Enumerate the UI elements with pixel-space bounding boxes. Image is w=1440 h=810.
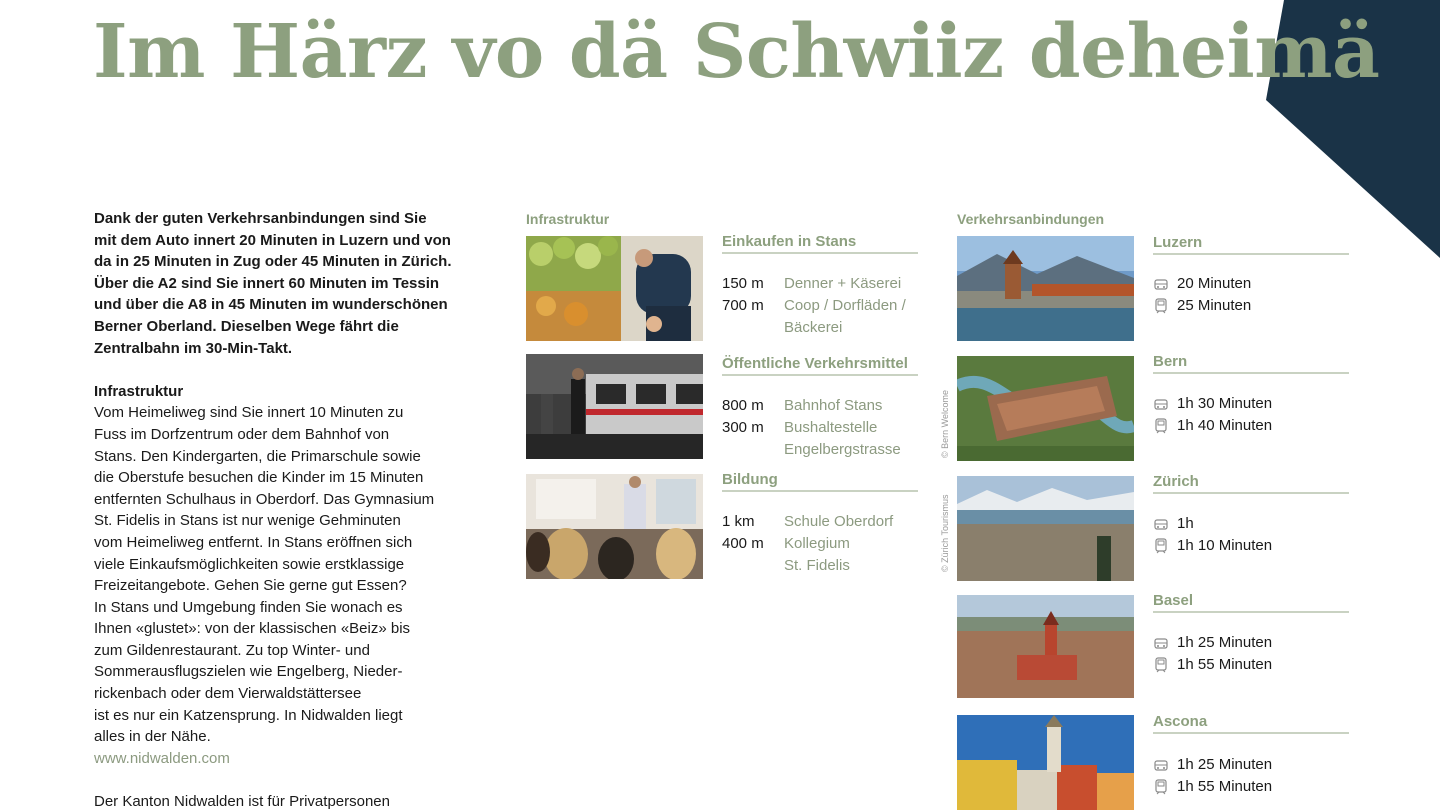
- place-name: Bahnhof Stans: [784, 397, 883, 414]
- canton-text: Der Kanton Nidwalden ist für Privatpersonen: [94, 793, 390, 810]
- car-icon: [1153, 276, 1169, 292]
- car-time-value: 1h 25 Minuten: [1177, 756, 1273, 773]
- train-time-value: 1h 40 Minuten: [1177, 417, 1273, 434]
- destination-heading-ascona: Ascona: [1153, 713, 1349, 734]
- car-icon: [1153, 635, 1169, 651]
- connections-column-label: Verkehrsanbindungen: [957, 211, 1105, 227]
- train-icon: [1153, 538, 1169, 554]
- shopping-row: [722, 273, 922, 295]
- transport-row: [722, 417, 922, 461]
- place-name: Coop / Dorfläden / Bäckerei: [784, 297, 906, 336]
- shopping-photo: [526, 236, 703, 341]
- education-row: [722, 533, 922, 577]
- intro-lead: Dank der guten Verkehrsanbindungen sind Sie mit dem Auto innert 20 Minuten in Luzern und von da in 25 Minuten in Zug oder 45 Minuten in Zürich. Über die A2 sind Sie innert 60 Minuten im Tessin und über die A8 in 45 Minuten im wunderschönen Berner Oberland. Dieselben Wege fährt die Zentralbahn im 30-Min-Takt.: [94, 210, 452, 357]
- transport-heading: Öffentliche Verkehrsmittel: [722, 355, 918, 376]
- car-icon: [1153, 516, 1169, 532]
- car-time-value: 20 Minuten: [1177, 275, 1252, 292]
- infrastructure-heading: Infrastruktur: [94, 382, 184, 400]
- nidwalden-link[interactable]: www.nidwalden.com: [94, 749, 230, 767]
- education-heading: Bildung: [722, 471, 918, 492]
- education-row: [722, 511, 922, 533]
- transport-row: [722, 395, 922, 417]
- train-icon: [1153, 657, 1169, 673]
- zurich-photo: [957, 476, 1134, 581]
- train-time-value: 1h 10 Minuten: [1177, 537, 1273, 554]
- train-time-value: 25 Minuten: [1177, 297, 1252, 314]
- car-time-value: 1h 25 Minuten: [1177, 634, 1273, 651]
- train-photo: [526, 354, 703, 459]
- distance-value: 150 m: [722, 275, 764, 292]
- destination-heading-zurich: Zürich: [1153, 473, 1349, 494]
- ascona-photo: [957, 715, 1134, 810]
- infrastructure-body: Vom Heimeliweg sind Sie innert 10 Minuten zu Fuss im Dorfzentrum oder dem Bahnhof von Stans. Den Kindergarten, die Primarschule sowie die Oberstufe besuchen die Kinder im 15 Minuten entfernten Schulhaus in Oberdorf. Das Gymnasium St. Fidelis in Stans ist nur wenige Gehminuten vom Heimeliweg entfernt. In Stans eröffnen sich viele Einkaufsmöglichkeiten sowie erstklassige Freizeitangebote. Gehen Sie gerne gut Essen? In Stans und Umgebung finden Sie wonach es Ihnen «glustet»: von der klassischen «Beiz» bis zum Gildenrestaurant. Zu top Winter- und Sommerausflugszielen wie Engelberg, Nieder- rickenbach oder dem Vierwaldstättersee ist es nur ein Katzensprung. In Nidwalden liegt alles in der Nähe.: [94, 404, 435, 746]
- infrastructure-column-label: Infrastruktur: [526, 211, 610, 227]
- place-name: Kollegium St. Fidelis: [784, 535, 850, 574]
- destination-heading-luzern: Luzern: [1153, 234, 1349, 255]
- bern-photo: [957, 356, 1134, 461]
- car-time-value: 1h 30 Minuten: [1177, 395, 1273, 412]
- intro-text: [94, 208, 464, 810]
- train-time-value: 1h 55 Minuten: [1177, 778, 1273, 795]
- destination-heading-basel: Basel: [1153, 592, 1349, 613]
- shopping-row: [722, 295, 922, 339]
- luzern-photo: [957, 236, 1134, 341]
- car-time-value: 1h: [1177, 515, 1194, 532]
- distance-value: 700 m: [722, 297, 764, 314]
- distance-value: 1 km: [722, 513, 755, 530]
- basel-photo: [957, 595, 1134, 698]
- distance-value: 300 m: [722, 419, 764, 436]
- distance-value: 400 m: [722, 535, 764, 552]
- place-name: Bushaltestelle Engelbergstrasse: [784, 419, 901, 458]
- distance-value: 800 m: [722, 397, 764, 414]
- shopping-heading: Einkaufen in Stans: [722, 233, 918, 254]
- place-name: Denner + Käserei: [784, 275, 902, 292]
- train-icon: [1153, 779, 1169, 795]
- car-icon: [1153, 396, 1169, 412]
- train-icon: [1153, 418, 1169, 434]
- classroom-photo: [526, 474, 703, 579]
- destination-heading-bern: Bern: [1153, 353, 1349, 374]
- photo-credit-zurich: © Zürich Tourismus: [940, 494, 950, 572]
- photo-credit-bern: © Bern Welcome: [940, 390, 950, 458]
- train-time-value: 1h 55 Minuten: [1177, 656, 1273, 673]
- page-title: Im Härz vo dä Schwiiz deheimä: [93, 9, 1380, 95]
- train-icon: [1153, 298, 1169, 314]
- place-name: Schule Oberdorf: [784, 513, 894, 530]
- car-icon: [1153, 757, 1169, 773]
